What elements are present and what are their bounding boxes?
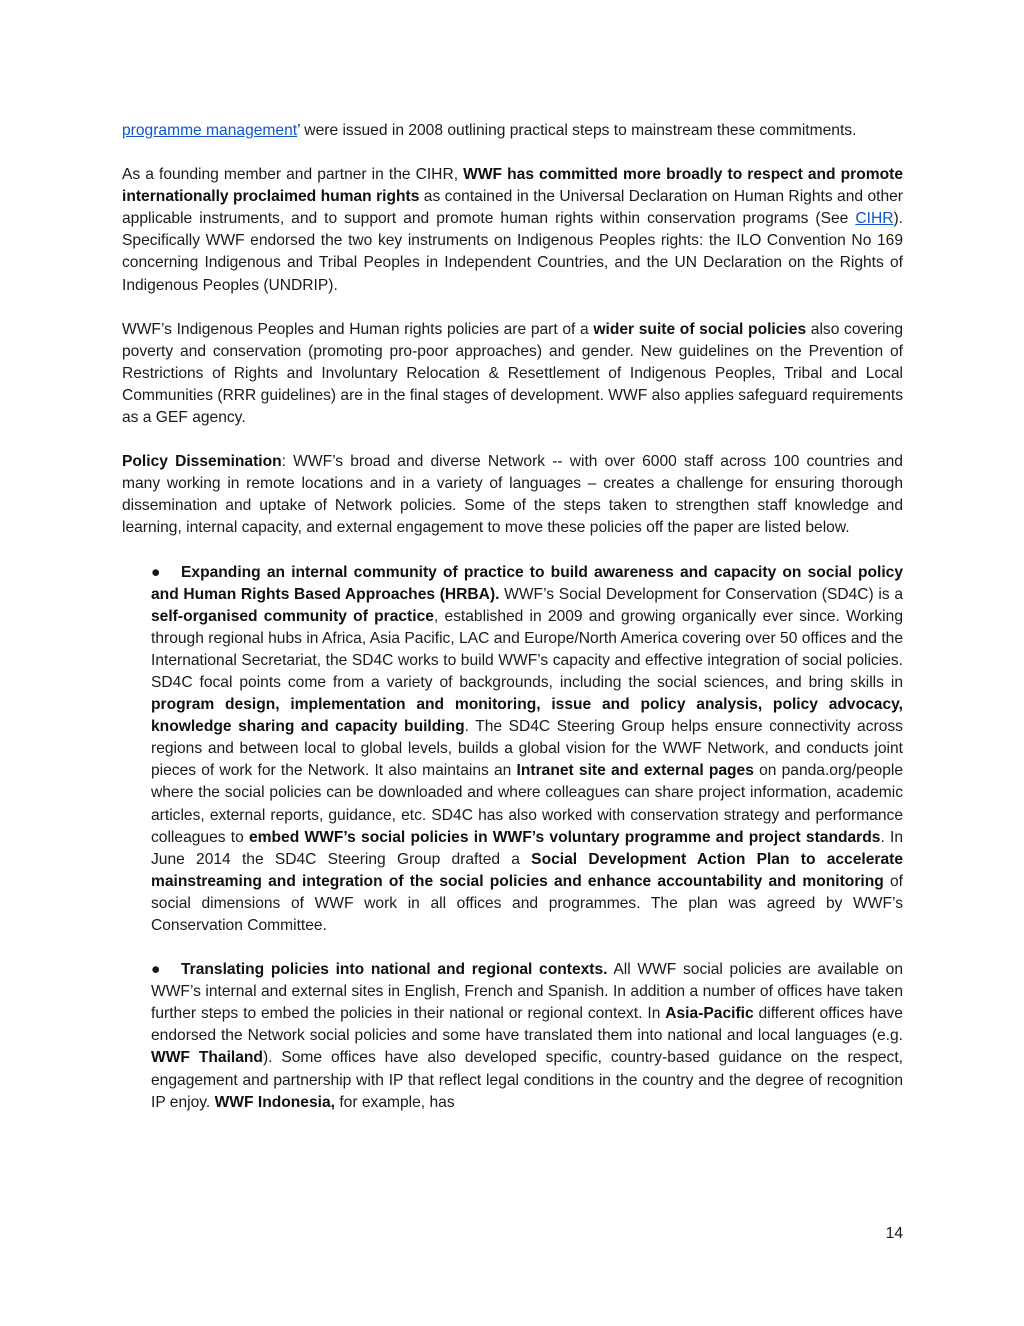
- bullet-translating-policies: [151, 959, 903, 1114]
- bold-text: Intranet site and external pages: [516, 762, 754, 780]
- bullet-icon: ●: [151, 563, 161, 581]
- paragraph-text: of social dimensions of WWF work in all offices and programmes. The plan was agreed by WWF’s Conservation Committee.: [151, 872, 903, 934]
- paragraph-text: also covering poverty and conservation (promoting pro-poor approaches) and gender. New guidelines on the Prevention of Restrictions of Rights and Involuntary Relocation & Resettlement of Indigenous Peoples, Tribal and Local Communities (RRR guidelines) are in the final stages of development. WWF also applies safeguard requirements as a GEF agency.: [122, 320, 903, 427]
- paragraph-programme-management: [122, 120, 903, 142]
- bold-text: Translating policies into national and regional contexts.: [181, 961, 608, 979]
- paragraph-social-policies: [122, 319, 903, 429]
- paragraph-text: WWF’s Indigenous Peoples and Human rights policies are part of a: [122, 320, 594, 338]
- page-number: 14: [885, 1225, 903, 1242]
- document-body: [122, 120, 903, 1136]
- paragraph-text: as contained in the Universal Declaration on Human Rights and other applicable instruments, and to support and promote human rights within conservation programs (See: [122, 188, 903, 228]
- bold-text: embed WWF’s social policies in WWF’s voluntary programme and project standards: [248, 828, 881, 846]
- bullet-community-of-practice: [151, 562, 903, 938]
- bold-text: WWF Indonesia,: [214, 1093, 335, 1111]
- paragraph-text: . In June 2014 the SD4C Steering Group drafted a: [151, 828, 903, 868]
- bold-text: program design, implementation and monitoring, issue and policy analysis, policy advocacy, knowledge sharing and capacity building: [151, 696, 903, 736]
- bold-text: WWF Thailand: [151, 1049, 263, 1067]
- paragraph-text: ’ were issued in 2008 outlining practical steps to mainstream these commitments.: [297, 122, 857, 139]
- paragraph-text: As a founding member and partner in the CIHR,: [122, 166, 464, 184]
- bullet-icon: ●: [151, 961, 161, 979]
- paragraph-text: , established in 2009 and growing organically ever since. Working through regional hubs in Africa, Asia Pacific, LAC and Europe/North America covering over 50 offices and the International Secretariat, the SD4C works to build WWF’s capacity and effective integration of social policies. SD4C focal points come from a variety of backgrounds, including the social sciences, and bring skills in: [151, 607, 903, 691]
- paragraph-text: : WWF’s broad and diverse Network -- with over 6000 staff across 100 countries and many working in remote locations and in a variety of languages – creates a challenge for ensuring thorough dissemination and uptake of Network policies. Some of the steps taken to strengthen staff knowledge and learning, internal capacity, and external engagement to move these policies off the paper are listed below.: [122, 453, 903, 537]
- bold-text: WWF has committed more broadly to respect and promote internationally proclaimed human rights: [122, 166, 903, 206]
- bold-text: Expanding an internal community of practice to build awareness and capacity on social policy and Human Rights Based Approaches (HRBA).: [151, 563, 903, 603]
- programme-management-link[interactable]: programme management: [122, 122, 298, 139]
- paragraph-cihr: [122, 164, 903, 297]
- paragraph-text: different offices have endorsed the Network social policies and some have translated them into national and local languages (e.g.: [151, 1005, 903, 1045]
- paragraph-policy-dissemination: [122, 451, 903, 539]
- bold-text: wider suite of social policies: [593, 320, 807, 338]
- paragraph-text: for example, has: [335, 1093, 455, 1111]
- paragraph-text: ). Specifically WWF endorsed the two key instruments on Indigenous Peoples rights: the ILO Convention No 169 concerning Indigenous and Tribal Peoples in Independent Countries, and the UN Declaration on the Rights of Indigenous Peoples (UNDRIP).: [122, 210, 903, 294]
- cihr-link[interactable]: CIHR: [855, 210, 894, 228]
- bold-text: self-organised community of practice: [151, 607, 434, 625]
- paragraph-text: . The SD4C Steering Group helps ensure connectivity across regions and between local to global levels, builds a global vision for the WWF Network, and conducts joint pieces of work for the Network. It also maintains an: [151, 718, 903, 780]
- paragraph-text: on panda.org/people where the social policies can be downloaded and where colleagues can share project information, academic articles, external reports, guidance, etc. SD4C has also worked with conservation strategy and performance colleagues to: [151, 762, 903, 846]
- bold-heading: Policy Dissemination: [122, 453, 282, 471]
- paragraph-text: All WWF social policies are available on WWF’s internal and external sites in English, French and Spanish. In addition a number of offices have taken further steps to embed the policies in their national or regional context. In: [151, 961, 903, 1023]
- bold-text: Asia-Pacific: [665, 1005, 754, 1023]
- paragraph-text: WWF’s Social Development for Conservation (SD4C) is a: [499, 585, 903, 603]
- bold-text: Social Development Action Plan to accelerate mainstreaming and integration of the social policies and enhance accountability and monitoring: [151, 850, 903, 890]
- paragraph-text: ). Some offices have also developed specific, country-based guidance on the respect, engagement and partnership with IP that reflect legal conditions in the country and the degree of recognition IP enjoy.: [151, 1049, 903, 1111]
